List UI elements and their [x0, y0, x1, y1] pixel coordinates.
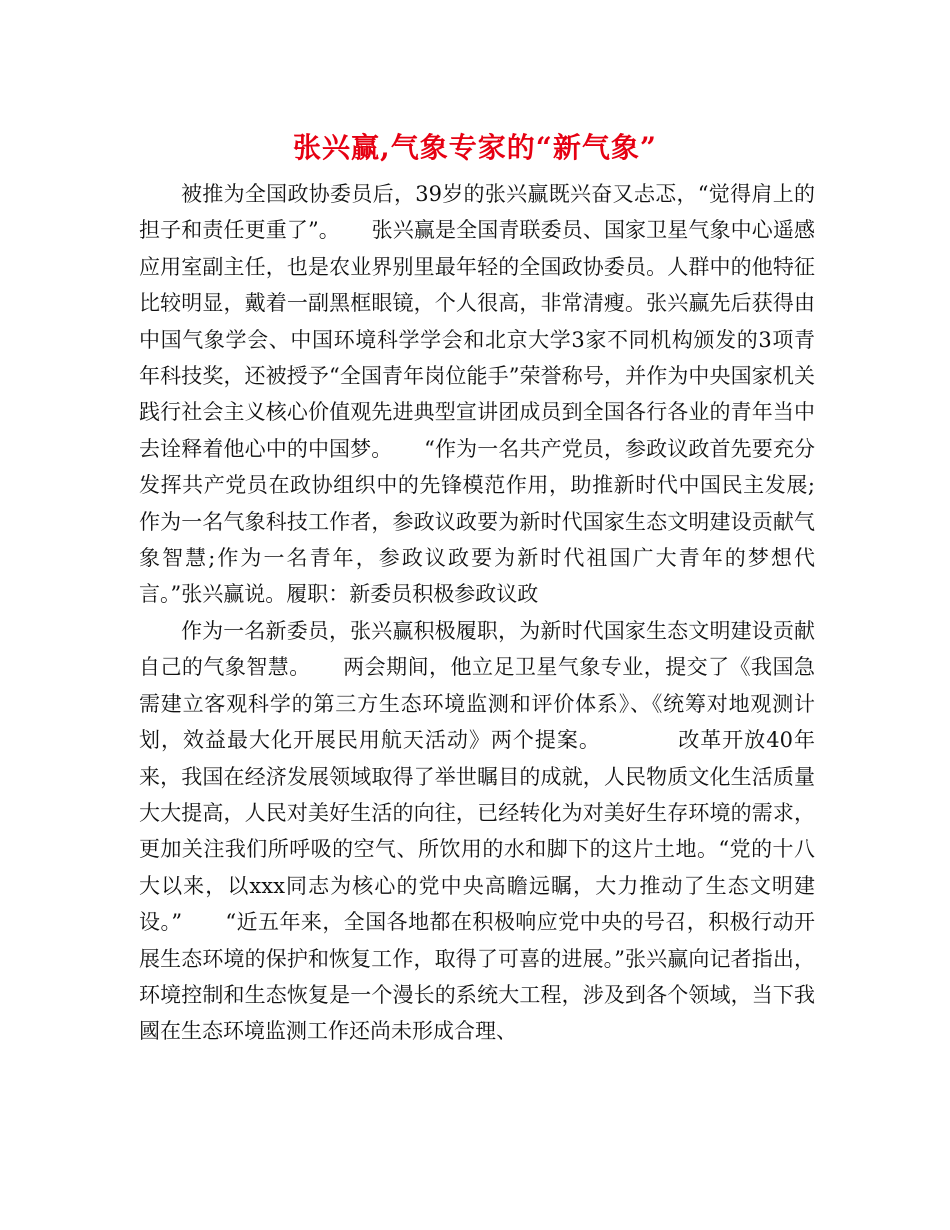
article-title: 张兴赢,气象专家的“新气象” [293, 131, 657, 164]
paragraph-2: 作为一名新委员，张兴赢积极履职，为新时代国家生态文明建设贡献自己的气象智慧。 两会期间，他立足卫星气象专业，提交了《我国急需建立客观科学的第三方生态环境监测和评价体系》、《统筹对地观测计划，效益最大化开展民用航天活动》两个提案。 改革开放40年来，我国在经济发展领域取得了举世瞩目的成就，人民物质文化生活质量大大提高，人民对美好生活的向往，已经转化为对美好生存环境的需求，更加关注我们所呼吸的空气、所饮用的水和脚下的这片土地。“党的十八大以来，以xxx同志为核心的党中央高瞻远瞩，大力推动了生态文明建设。” “近五年来，全国各地都在积极响应党中央的号召，积极行动开展生态环境的保护和恢复工作，取得了可喜的进展。”张兴赢向记者指出，环境控制和生态恢复是一个漫长的系统大工程，涉及到各个领域，当下我國在生态环境监测工作还尚未形成合理、 [139, 618, 815, 1044]
article-body [139, 176, 815, 1050]
paragraph-1: 被推为全国政协委员后，39岁的张兴赢既兴奋又忐忑，“觉得肩上的担子和责任更重了”。 张兴赢是全国青联委员、国家卫星气象中心遥感应用室副主任，也是农业界别里最年轻的全国政协委员。人群中的他特征比较明显，戴着一副黑框眼镜，个人很高，非常清瘦。张兴赢先后获得由中国气象学会、中国环境科学学会和北京大学3家不同机构颁发的3项青年科技奖，还被授予“全国青年岗位能手”荣誉称号，并作为中央国家机关践行社会主义核心价值观先进典型宣讲团成员到全国各行各业的青年当中去诠释着他心中的中国梦。 “作为一名共产党员，参政议政首先要充分发挥共产党员在政协组织中的先锋模范作用，助推新时代中国民主发展;作为一名气象科技工作者，参政议政要为新时代国家生态文明建设贡献气象智慧;作为一名青年，参政议政要为新时代祖国广大青年的梦想代言。”张兴赢说。履职：新委员积极参政议政 [139, 182, 815, 607]
